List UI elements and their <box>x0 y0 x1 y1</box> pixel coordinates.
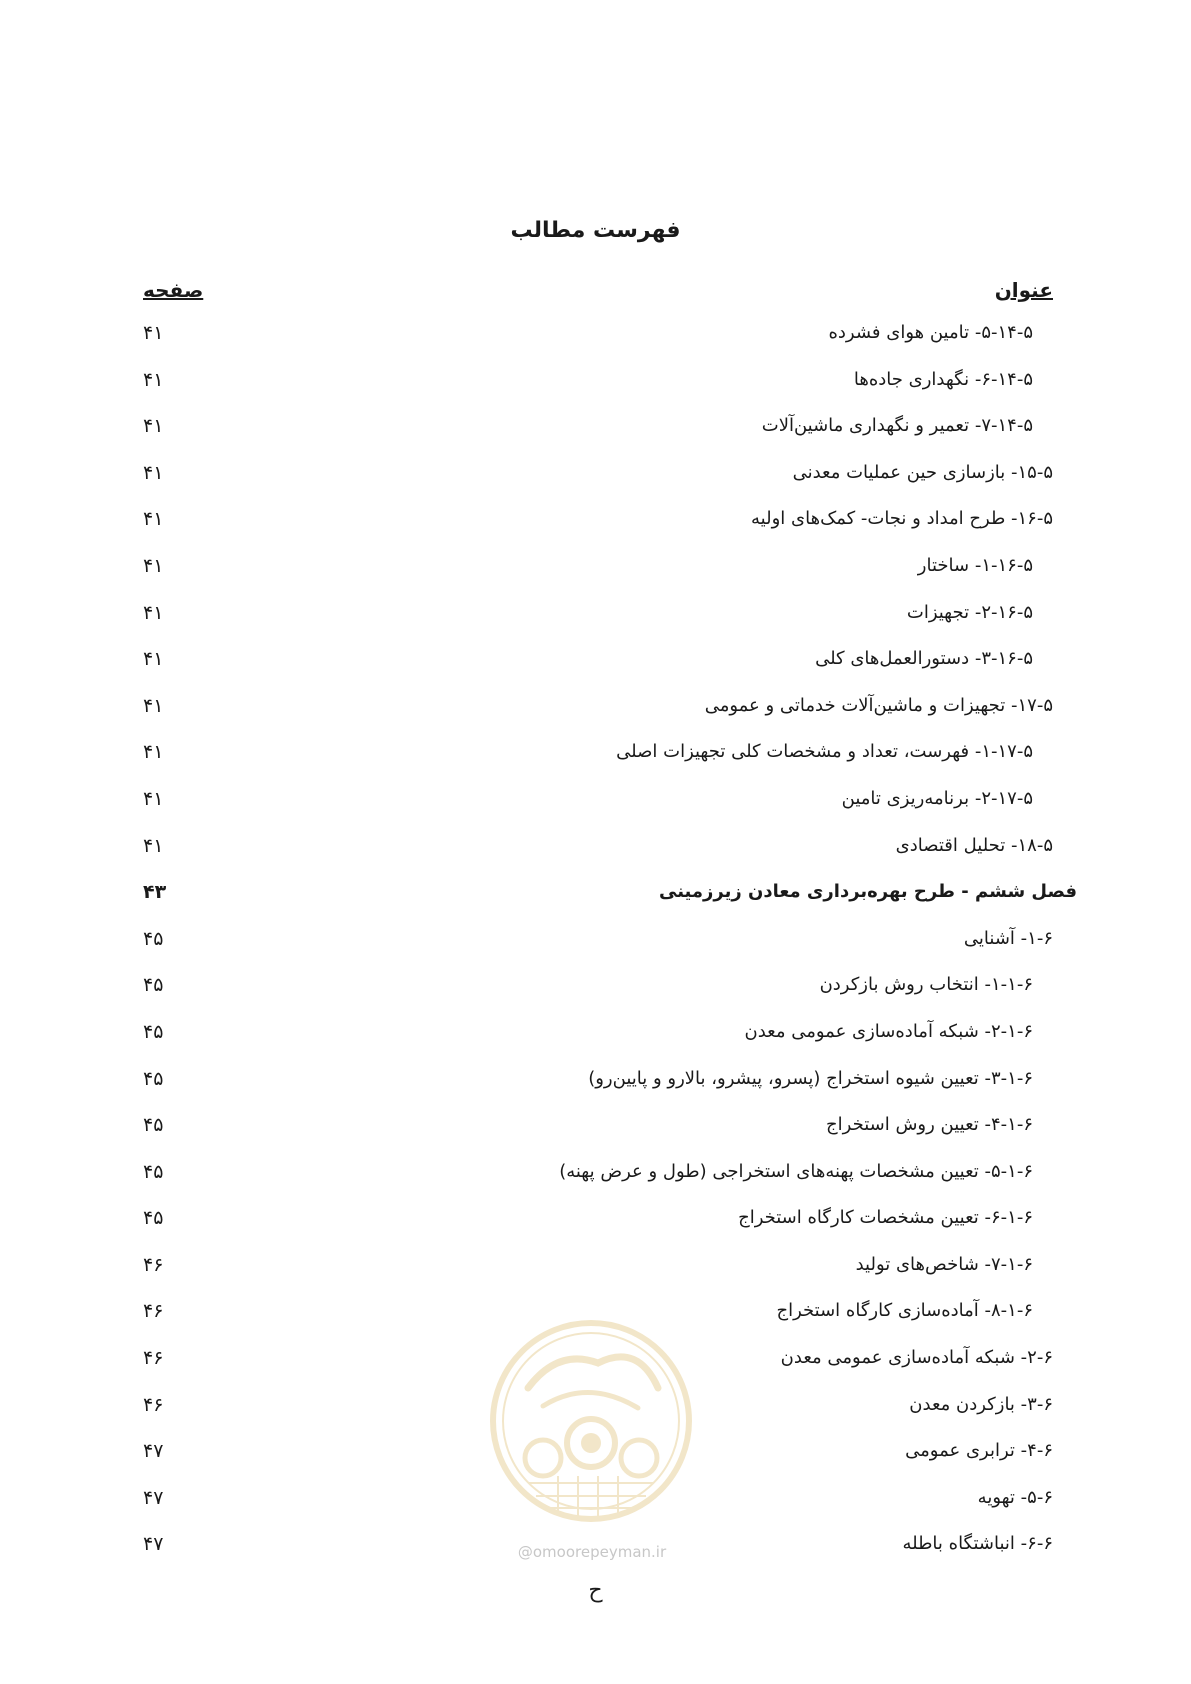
toc-entry-page: ۴۱ <box>143 322 164 344</box>
toc-entry-title: ۳-۶- بازکردن معدن <box>909 1393 1053 1415</box>
toc-title: فهرست مطالب <box>510 218 681 243</box>
toc-entry <box>0 1013 1191 1060</box>
toc-entry <box>0 407 1191 454</box>
toc-entry-page: ۴۵ <box>143 1160 164 1183</box>
toc-entry-page: ۴۱ <box>143 741 164 764</box>
toc-entry <box>0 1060 1191 1107</box>
toc-entry-page: ۴۱ <box>143 554 164 577</box>
toc-entry-title: ۵-۱-۶- تعیین مشخصات پهنه‌های استخراجی (طول و عرض پهنه) <box>559 1160 1033 1182</box>
toc-entry-title: ۷-۱-۶- شاخص‌های تولید <box>855 1253 1033 1275</box>
toc-entry-title: ۶-۱۴-۵- نگهداری جاده‌ها <box>853 368 1033 390</box>
toc-entry <box>0 733 1191 780</box>
toc-entry <box>0 361 1191 408</box>
toc-entry-page: ۴۶ <box>143 1300 164 1323</box>
toc-entry-page: ۴۵ <box>143 927 164 950</box>
toc-entry-page: ۴۵ <box>143 974 164 997</box>
toc-entry-title: ۶-۶- انباشتگاه باطله <box>902 1533 1053 1555</box>
toc-entry <box>0 640 1191 687</box>
toc-entry-page: ۴۱ <box>143 648 164 671</box>
toc-entry-title: ۴-۱-۶- تعیین روش استخراج <box>826 1114 1033 1136</box>
toc-entry-page: ۴۱ <box>143 834 164 857</box>
toc-entry-page: ۴۵ <box>143 1067 164 1090</box>
toc-entry <box>0 594 1191 641</box>
toc-entry-page: ۴۵ <box>143 1114 164 1137</box>
toc-entry-title: ۱۵-۵- بازسازی حین عملیات معدنی <box>792 461 1053 483</box>
toc-entry-title: ۱۸-۵- تحلیل اقتصادی <box>895 834 1053 856</box>
toc-entry-page: ۴۱ <box>143 694 164 717</box>
page-number: ح <box>588 1578 603 1603</box>
toc-entry-page: ۴۵ <box>143 1207 164 1230</box>
omoore-peyman-logo-icon <box>488 1318 694 1524</box>
toc-entry <box>0 966 1191 1013</box>
toc-entry-page: ۴۶ <box>143 1347 164 1370</box>
column-header-title: عنوان <box>994 278 1053 302</box>
toc-entry-title: ۵-۱۴-۵- تامین هوای فشرده <box>828 322 1033 343</box>
toc-entry-page: ۴۶ <box>143 1253 164 1276</box>
toc-entry-title: ۳-۱-۶- تعیین شیوه استخراج (پسرو، پیشرو، بالارو و پایین‌رو) <box>588 1067 1033 1089</box>
toc-entry-title: ۲-۱-۶- شبکه آماده‌سازی عمومی معدن <box>744 1020 1033 1042</box>
toc-entry-page: ۴۷ <box>143 1533 164 1556</box>
toc-entry-title: ۵-۶- تهویه <box>977 1486 1053 1508</box>
toc-entry-title: ۱-۱-۶- انتخاب روش بازکردن <box>819 974 1033 996</box>
toc-entry-page: ۴۶ <box>143 1393 164 1416</box>
toc-entry-page: ۴۱ <box>143 787 164 810</box>
toc-entry-title: ۷-۱۴-۵- تعمیر و نگهداری ماشین‌آلات <box>761 415 1033 437</box>
toc-entry <box>0 314 1191 361</box>
watermark-text: @omoorepeyman.ir <box>517 1543 667 1561</box>
toc-entry-title: ۳-۱۶-۵- دستورالعمل‌های کلی <box>815 648 1033 670</box>
toc-entry-title: ۱۷-۵- تجهیزات و ماشین‌آلات خدماتی و عمومی <box>704 694 1053 716</box>
toc-entry-page: ۴۱ <box>143 461 164 484</box>
toc-entry <box>0 873 1191 920</box>
toc-entry-page: ۴۱ <box>143 368 164 391</box>
toc-entry <box>0 454 1191 501</box>
toc-entry-page: ۴۷ <box>143 1440 164 1463</box>
toc-entry-page: ۴۱ <box>143 508 164 531</box>
toc-entry <box>0 1153 1191 1200</box>
toc-entry-title: ۲-۶- شبکه آماده‌سازی عمومی معدن <box>780 1347 1053 1369</box>
toc-entry-page: ۴۱ <box>143 415 164 438</box>
toc-entry-title: فصل ششم - طرح بهره‌برداری معادن زیرزمینی <box>659 881 1077 903</box>
toc-entry <box>0 1106 1191 1153</box>
toc-entry-page: ۴۱ <box>143 601 164 624</box>
toc-entry-page: ۴۷ <box>143 1486 164 1509</box>
toc-entry-title: ۸-۱-۶- آماده‌سازی کارگاه استخراج <box>776 1300 1033 1322</box>
toc-entry-title: ۱-۶- آشنایی <box>963 927 1053 949</box>
toc-entry-title: ۱۶-۵- طرح امداد و نجات- کمک‌های اولیه <box>751 508 1053 530</box>
toc-entry <box>0 1199 1191 1246</box>
toc-entry-page: ۴۵ <box>143 1020 164 1043</box>
toc-entry <box>0 827 1191 874</box>
toc-entry-title: ۴-۶- ترابری عمومی <box>905 1440 1053 1462</box>
toc-entry <box>0 1246 1191 1293</box>
toc-entry-page: ۴۳ <box>143 881 167 904</box>
column-header-page: صفحه <box>143 278 204 302</box>
toc-entry-title: ۲-۱۶-۵- تجهیزات <box>906 601 1033 623</box>
toc-entry-title: ۶-۱-۶- تعیین مشخصات کارگاه استخراج <box>738 1207 1033 1229</box>
toc-entry <box>0 500 1191 547</box>
toc-entry-title: ۱-۱۷-۵- فهرست، تعداد و مشخصات کلی تجهیزات اصلی <box>616 741 1033 763</box>
toc-entry <box>0 687 1191 734</box>
toc-entry <box>0 780 1191 827</box>
toc-entry <box>0 547 1191 594</box>
toc-entry-title: ۲-۱۷-۵- برنامه‌ریزی تامین <box>841 787 1033 809</box>
toc-entry-title: ۱-۱۶-۵- ساختار <box>917 554 1033 576</box>
toc-entry <box>0 920 1191 967</box>
